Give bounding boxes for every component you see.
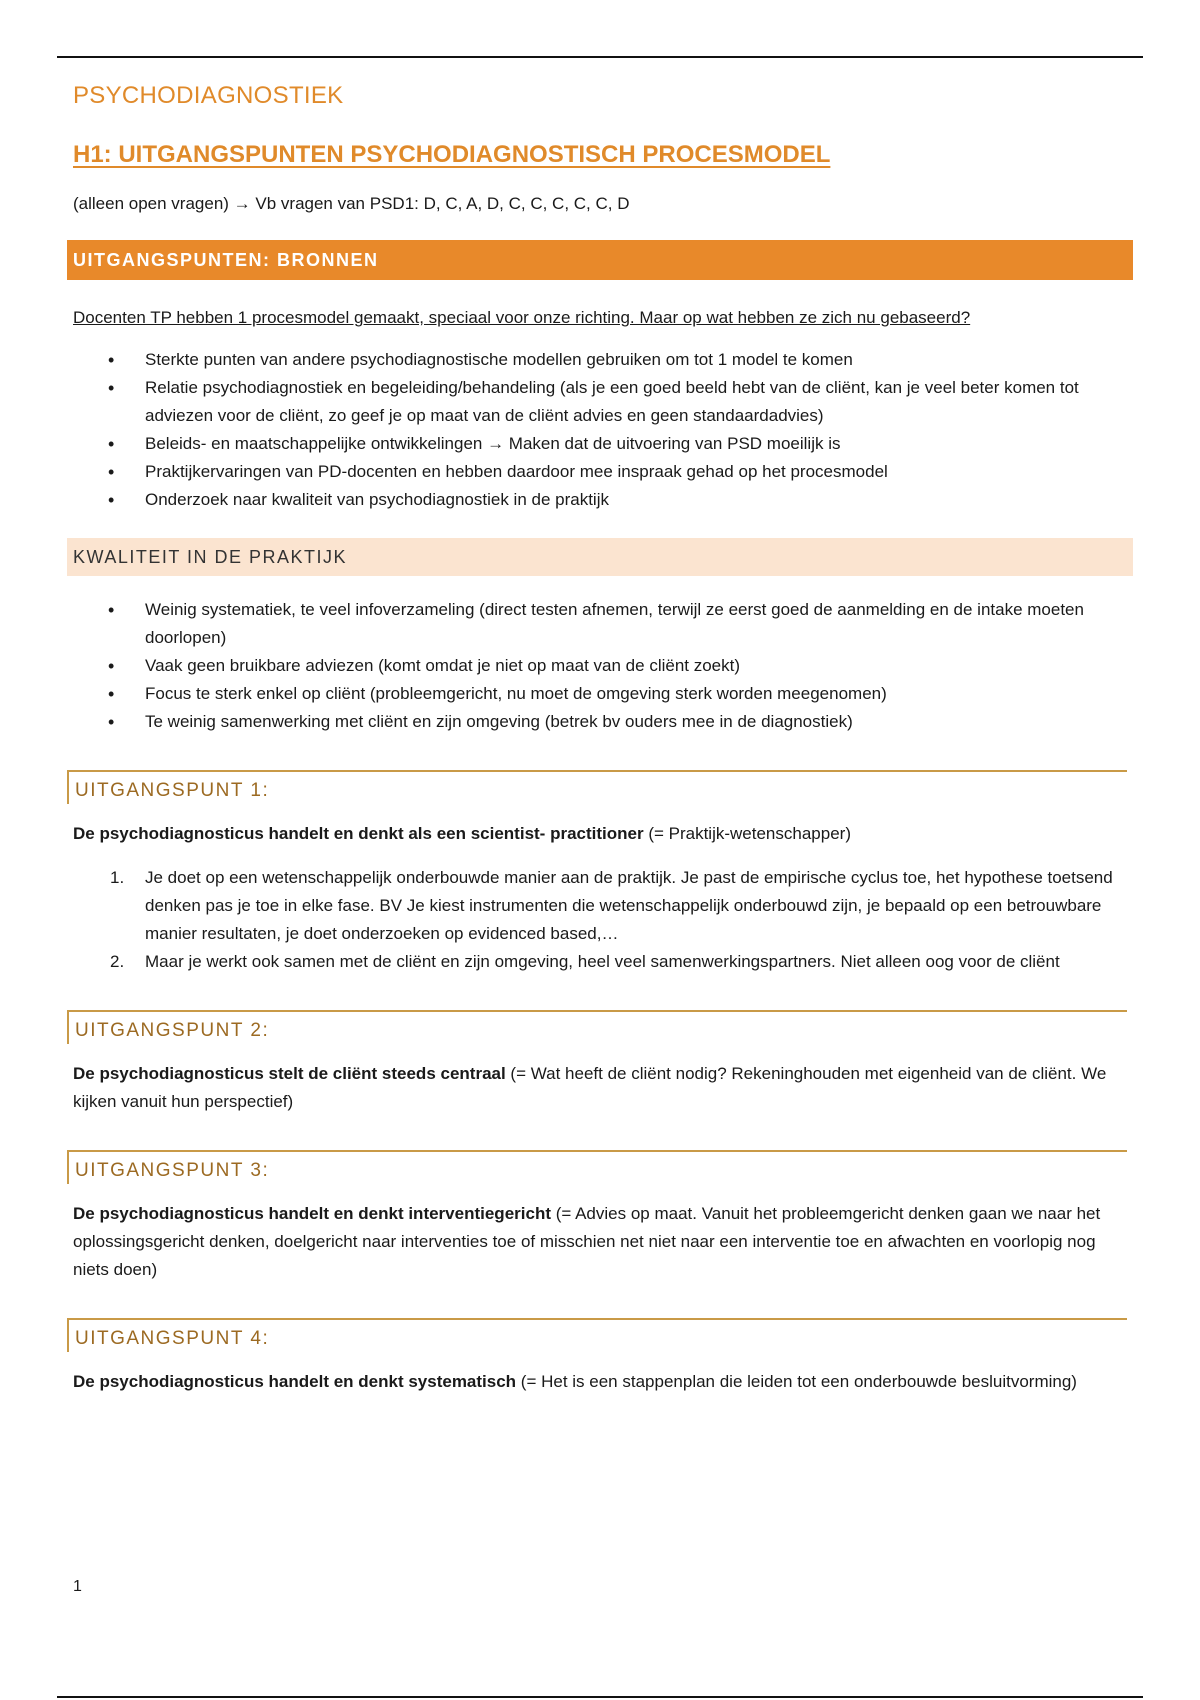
document-title: PSYCHODIAGNOSTIEK [73,82,344,109]
point-2-heading: UITGANGSPUNT 2: [67,1010,1127,1044]
list-item [73,948,1133,976]
intro-text: (alleen open vragen) → Vb vragen van PSD1: D, C, A, D, C, C, C, C, C, D [73,194,630,213]
document-body [73,72,1133,1396]
list-item: • Beleids- en maatschappelijke ontwikkelingen → Maken dat de uitvoering van PSD moeilijk is [73,430,1133,458]
point-4-statement [73,1368,1133,1396]
chapter-heading: H1: UITGANGSPUNTEN PSYCHODIAGNOSTISCH PROCESMODEL [73,141,831,168]
point-1-list [73,864,1133,976]
list-item: • Relatie psychodiagnostiek en begeleiding/behandeling (als je een goed beeld hebt van de cliënt, kan je veel beter komen tot adviezen voor de cliënt, zo geef je op maat van de cliënt advies en geen standaardadvies) [73,374,1133,430]
point-4-rest: (= Het is een stappenplan die leiden tot een onderbouwde besluitvorming) [516,1372,1077,1391]
list-item: • Weinig systematiek, te veel infoverzameling (direct testen afnemen, terwijl ze eerst goed de aanmelding en de intake moeten doorlopen) [73,596,1133,652]
point-1-statement [73,820,1133,848]
point-1-bold: De psychodiagnosticus handelt en denkt als een scientist- practitioner [73,824,644,843]
list-item: • Te weinig samenwerking met cliënt en zijn omgeving (betrek bv ouders mee in de diagnostiek) [73,708,1133,736]
list-item: • Sterkte punten van andere psychodiagnostische modellen gebruiken om tot 1 model te komen [73,346,1133,374]
list-item [73,864,1133,948]
list-item: • Focus te sterk enkel op cliënt (probleemgericht, nu moet de omgeving sterk worden meegenomen) [73,680,1133,708]
point-2-statement [73,1060,1133,1116]
list-number: 1. [110,868,125,887]
point-2-bold: De psychodiagnosticus stelt de cliënt steeds centraal [73,1064,506,1083]
point-4-heading: UITGANGSPUNT 4: [67,1318,1127,1352]
point-1-rest: (= Praktijk-wetenschapper) [643,824,851,843]
section-heading-quality: KWALITEIT IN DE PRAKTIJK [67,538,1133,576]
sources-question: Docenten TP hebben 1 procesmodel gemaakt, speciaal voor onze richting. Maar op wat hebben ze zich nu gebaseerd? [73,308,971,327]
list-number: 2. [110,952,125,971]
list-item-text: Je doet op een wetenschappelijk onderbouwde manier aan de praktijk. Je past de empirische cyclus toe, het hypothese toetsend denken pas je toe in elke fase. BV Je kiest instrumenten die wetenschappelijk onderbouwd zijn, je bepaald op een betrouwbare manier resultaten, je doet onderzoeken op evidenced based,… [145,868,1113,943]
point-3-bold: De psychodiagnosticus handelt en denkt interventiegericht [73,1204,551,1223]
point-3-rest: (= Advies op maat. Vanuit het probleemgericht denken gaan we naar het oplossingsgericht denken, doelgericht naar interventies toe of misschien net niet naar een interventie toe en afwachten en voorlopig nog niets doen) [73,1204,1101,1279]
header-rule [57,56,1143,58]
list-item: • Onderzoek naar kwaliteit van psychodiagnostiek in de praktijk [73,486,1133,514]
point-4-bold: De psychodiagnosticus handelt en denkt systematisch [73,1372,517,1391]
list-item-text: Maar je werkt ook samen met de cliënt en zijn omgeving, heel veel samenwerkingspartners. Niet alleen oog voor de cliënt [145,952,1060,971]
page-number: 1 [73,1578,82,1595]
point-1-heading: UITGANGSPUNT 1: [67,770,1127,804]
point-3-heading: UITGANGSPUNT 3: [67,1150,1127,1184]
list-item: • Vaak geen bruikbare adviezen (komt omdat je niet op maat van de cliënt zoekt) [73,652,1133,680]
point-2-rest: (= Wat heeft de cliënt nodig? Rekeninghouden met eigenheid van de cliënt. We kijken vanuit hun perspectief) [73,1064,1107,1111]
point-3-statement [73,1200,1133,1284]
quality-list [73,596,1133,736]
list-item: • Praktijkervaringen van PD-docenten en hebben daardoor mee inspraak gehad op het procesmodel [73,458,1133,486]
sources-list [73,346,1133,514]
footer-rule [57,1696,1143,1698]
section-heading-sources: UITGANGSPUNTEN: BRONNEN [67,240,1133,280]
